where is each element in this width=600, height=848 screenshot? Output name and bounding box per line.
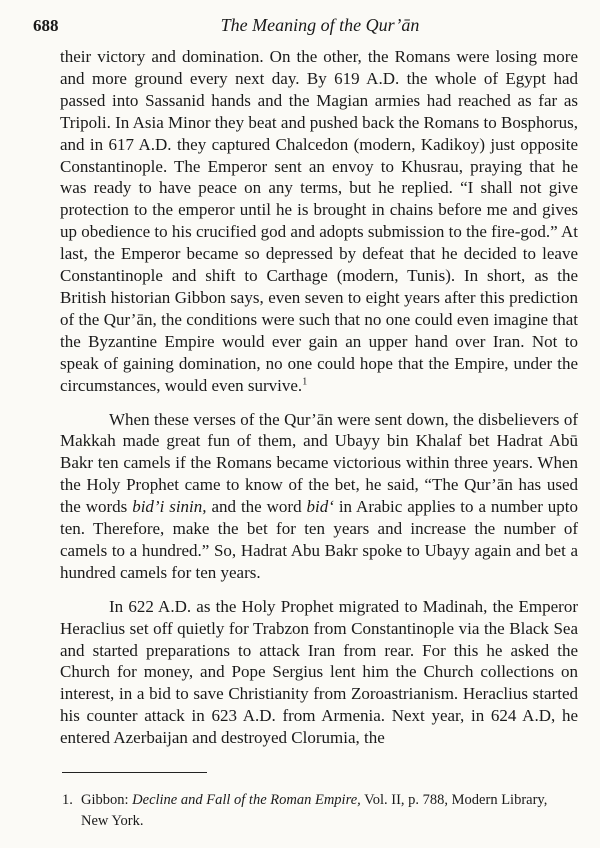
page-number: 688	[33, 16, 59, 35]
paragraph-2-text-a: When these verses of the Qur’ān were sent down, the disbelievers of Makkah made great fun of them, and Ubayy bin Khalaf bet Hadrat Abū Bakr ten camels if the Romans became victorious within three years. When the Holy Prophet came to know of the bet, he said, “The Qur’ān has used the words	[60, 409, 578, 517]
paragraph-2	[60, 409, 578, 584]
footnote-divider	[62, 772, 207, 773]
footnote-reference[interactable]: 1	[302, 375, 308, 387]
paragraph-2-text-c: in Arabic applies to a number upto ten. Therefore, make the bet for ten years and increase the number of camels to a hundred.” So, Hadrat Abu Bakr spoke to Ubayy again and bet a hundred camels for ten years.	[60, 497, 579, 582]
running-title: The Meaning of the Qur’ān	[220, 15, 420, 35]
arabic-term-bid-i-sinin: bid’i sinin,	[132, 497, 207, 517]
footnote-book-title: Decline and Fall of the Roman Empire,	[132, 792, 361, 808]
body-text	[60, 46, 578, 749]
footnote-text	[81, 790, 561, 832]
arabic-term-bid: bid‘	[306, 497, 334, 517]
paragraph-2-text-b: and the word	[206, 497, 307, 517]
footnote-author: Gibbon:	[81, 792, 133, 808]
footnote-details: Vol. II, p. 788, Modern Library, New York.	[81, 792, 548, 829]
paragraph-1	[60, 46, 578, 397]
footnote	[62, 790, 578, 832]
paragraph-1-text: their victory and domination. On the other, the Romans were losing more and more ground every next day. By 619 A.D. the whole of Egypt had passed into Sassanid hands and the Magian armies had reached as far as Tripoli. In Asia Minor they beat and pushed back the Romans to Bosphorus, and in 617 A.D. they captured Chalcedon (modern, Kadikoy) just opposite Constantinople. The Emperor sent an envoy to Khusrau, praying that he was ready to have peace on any terms, but he replied. “I shall not give protection to the emperor until he is brought in chains before me and gives up obedience to his crucified god and adopts submission to the fire-god.” At last, the Emperor became so depressed by defeat that he decided to leave Constantinople and shift to Carthage (modern, Tunis). In short, as the British historian Gibbon says, even seven to eight years after this prediction of the Qur’ān, the conditions were such that no one could even imagine that the Byzantine Empire would ever gain an upper hand over Iran. Not to speak of gaining domination, no one could hope that the Empire, under the circumstances, would even survive.	[60, 47, 578, 395]
footnote-number: 1.	[62, 792, 73, 808]
paragraph-3: In 622 A.D. as the Holy Prophet migrated to Madinah, the Emperor Heraclius set off quietly for Trabzon from Constantinople via the Black Sea and started preparations to attack Iran from rear. For this he asked the Church for money, and Pope Sergius lent him the Church collections on interest, in a bid to save Christianity from Zoroastrianism. Heraclius started his counter attack in 623 A.D. from Armenia. Next year, in 624 A.D, he entered Azerbaijan and destroyed Clorumia, the	[60, 596, 578, 748]
